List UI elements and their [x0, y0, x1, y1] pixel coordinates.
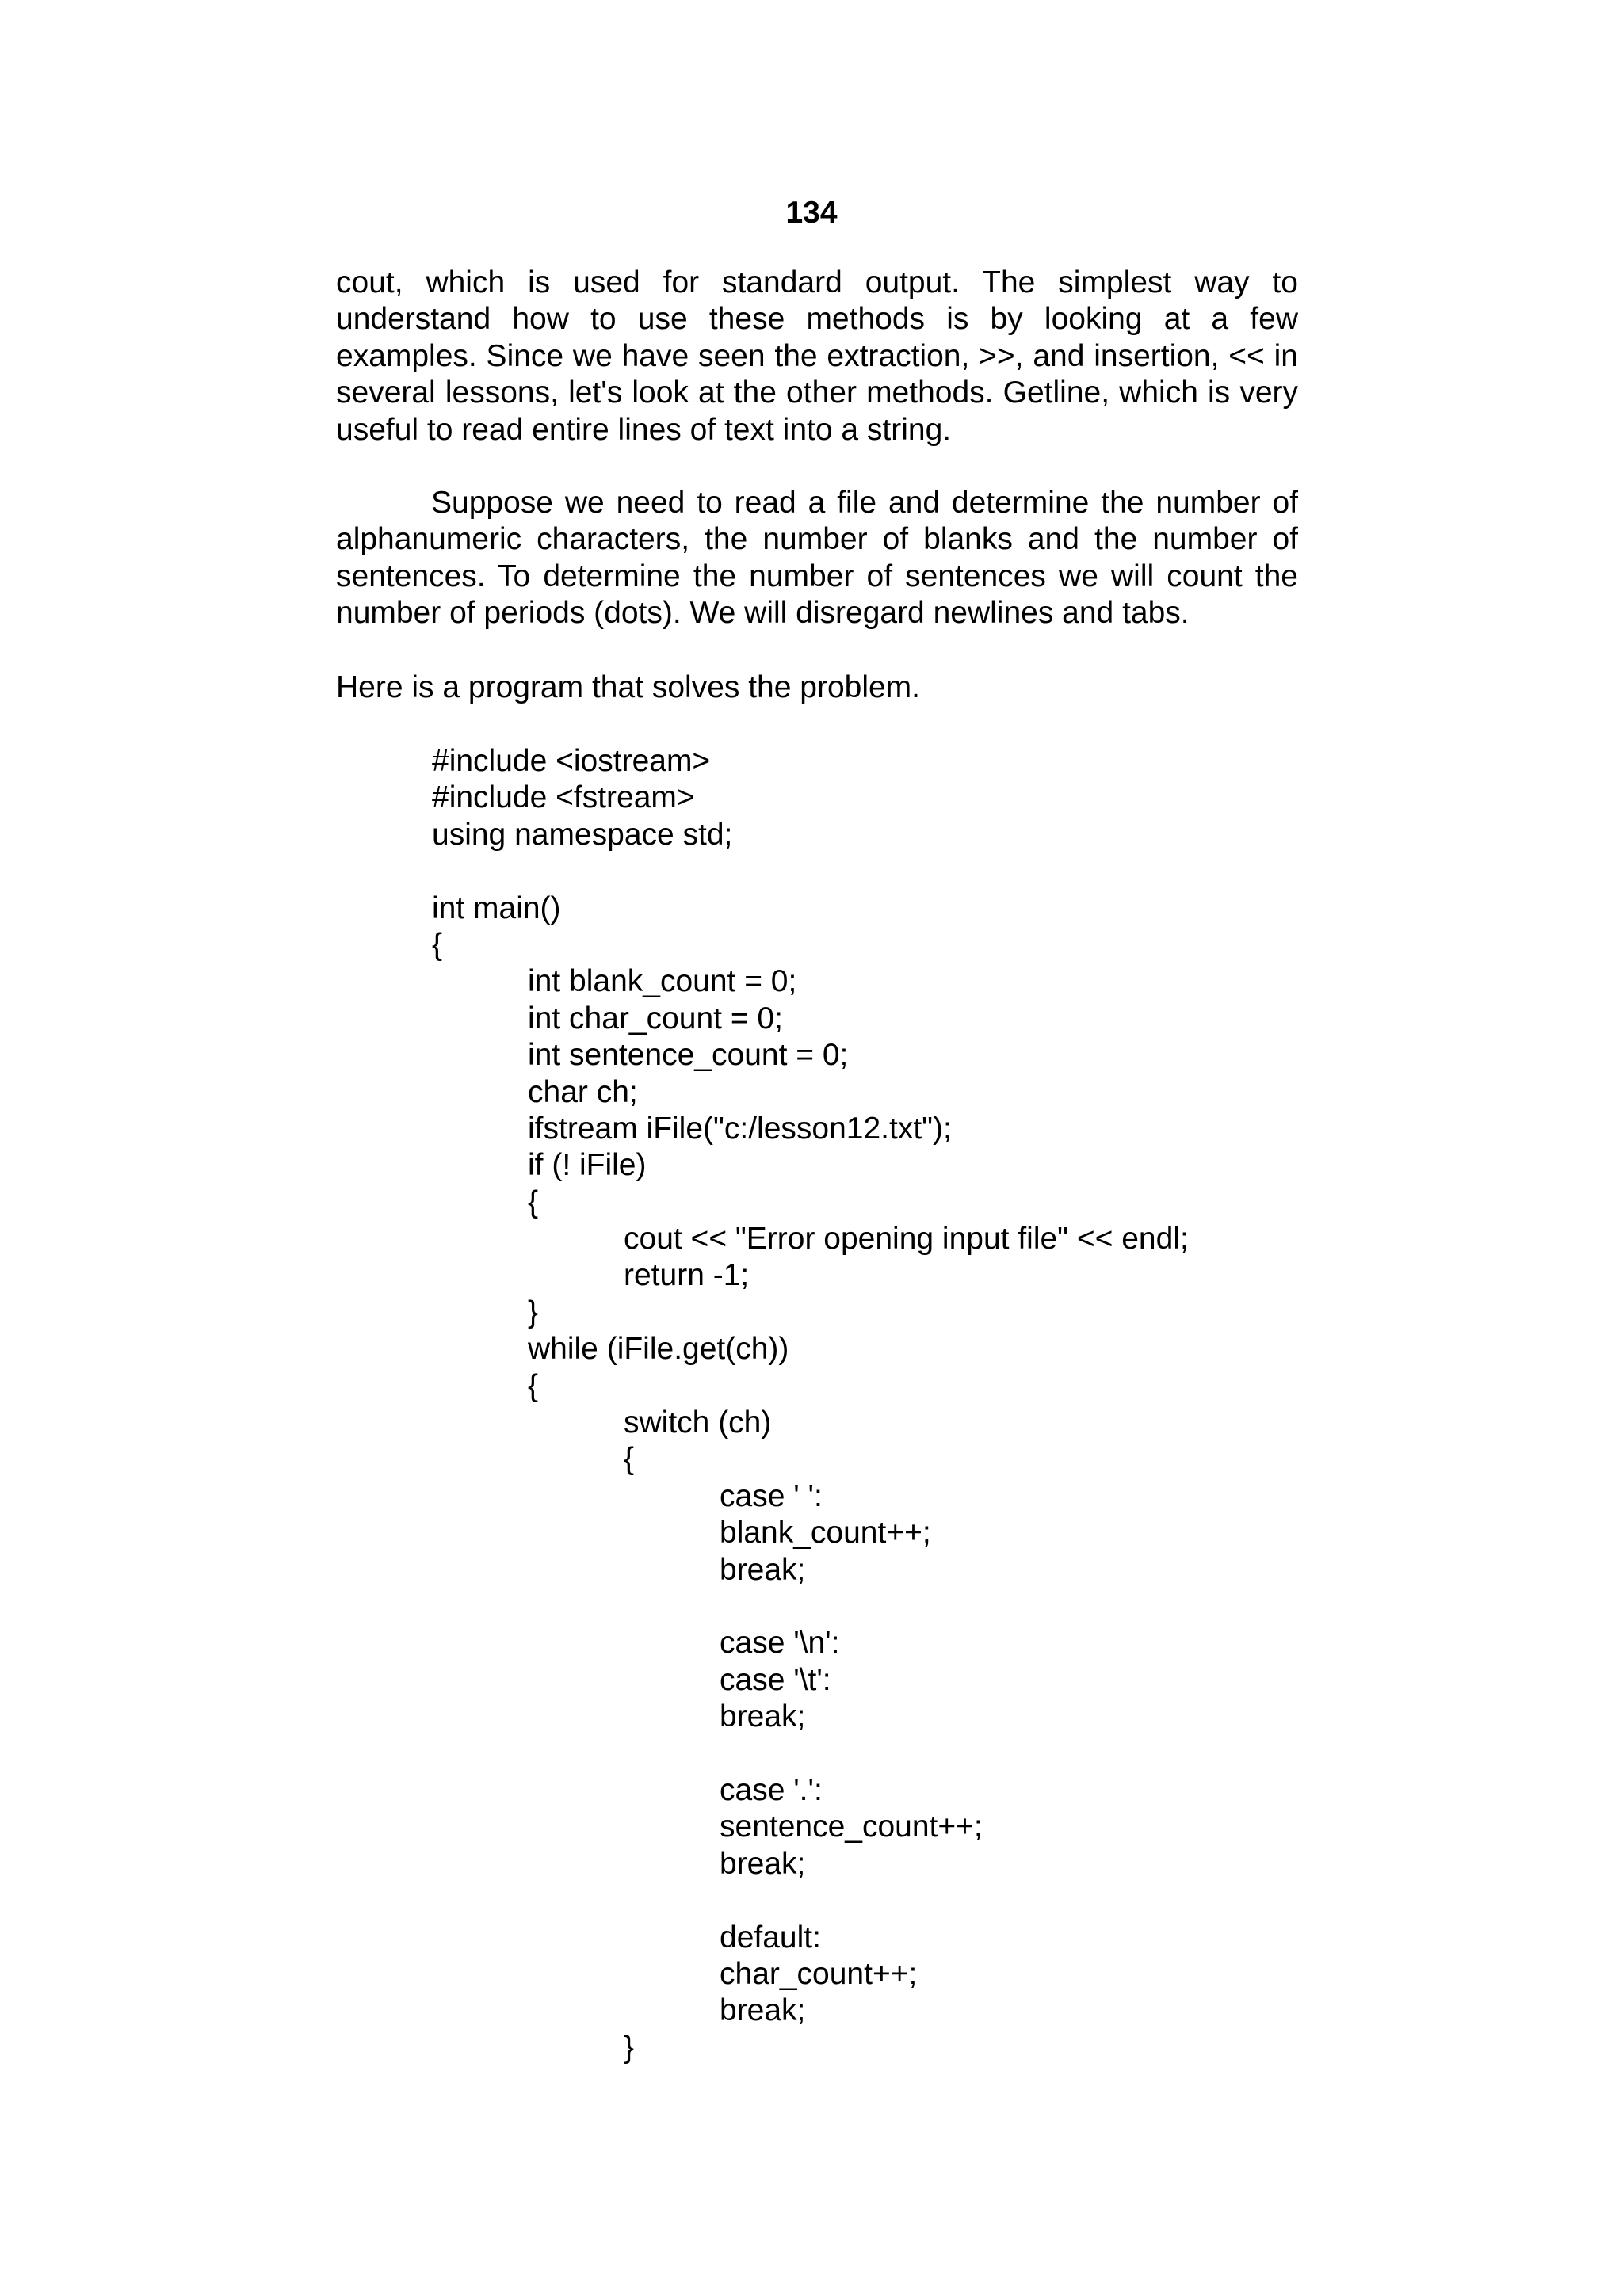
code-listing [336, 743, 1445, 2066]
code-line: break; [720, 1552, 806, 1587]
code-line: break; [720, 1993, 806, 2028]
paragraph-program-intro: Here is a program that solves the problem. [336, 670, 921, 704]
code-line: #include <iostream> [432, 744, 711, 778]
page-number: 134 [785, 196, 838, 230]
code-line: { [624, 1442, 635, 1477]
paragraph-problem-statement: Suppose we need to read a file and determine the number of alphanumeric characters, the number of blanks and the number of sentences. To determine the number of sentences we will count the number of periods (dots). We will disregard newlines and tabs. [336, 486, 1298, 631]
code-line: { [528, 1368, 539, 1403]
code-line: default: [720, 1920, 821, 1955]
code-line: blank_count++; [720, 1516, 931, 1550]
code-line: int char_count = 0; [528, 1001, 783, 1035]
code-line [336, 1882, 1445, 1919]
code-line: { [528, 1184, 539, 1219]
code-line [336, 1589, 1445, 1625]
code-line [336, 853, 1445, 890]
code-line: return -1; [624, 1258, 750, 1293]
code-line: break; [720, 1699, 806, 1734]
paragraph-intro: cout, which is used for standard output. The simplest way to understand how to use these methods is by looking at a few examples. Since we have seen the extraction, >>, and insertion, << in several lessons, let's look at the other methods. Getline, which is very useful to read entire lines of text into a string. [336, 265, 1298, 447]
code-line: char ch; [528, 1074, 638, 1109]
code-line: case '\t': [720, 1662, 831, 1697]
code-line: if (! iFile) [528, 1148, 647, 1183]
code-line: case '.': [720, 1772, 823, 1807]
code-line: char_count++; [720, 1956, 918, 1991]
code-line: cout << "Error opening input file" << endl; [624, 1222, 1189, 1257]
code-line: int sentence_count = 0; [528, 1038, 849, 1073]
code-line: } [528, 1295, 539, 1329]
code-line [336, 1736, 1445, 1772]
code-line: int main() [432, 891, 561, 925]
code-line: while (iFile.get(ch)) [528, 1332, 789, 1367]
code-line: #include <fstream> [432, 780, 695, 815]
code-line: } [624, 2030, 635, 2065]
code-line: ifstream iFile("c:/lesson12.txt"); [528, 1111, 952, 1146]
code-line: using namespace std; [432, 817, 733, 852]
code-line: case '\n': [720, 1626, 840, 1661]
code-line: break; [720, 1846, 806, 1881]
code-line: int blank_count = 0; [528, 964, 797, 999]
code-line: switch (ch) [624, 1405, 772, 1440]
code-line: { [432, 927, 443, 962]
code-line: sentence_count++; [720, 1810, 983, 1844]
code-line: case ' ': [720, 1478, 823, 1513]
